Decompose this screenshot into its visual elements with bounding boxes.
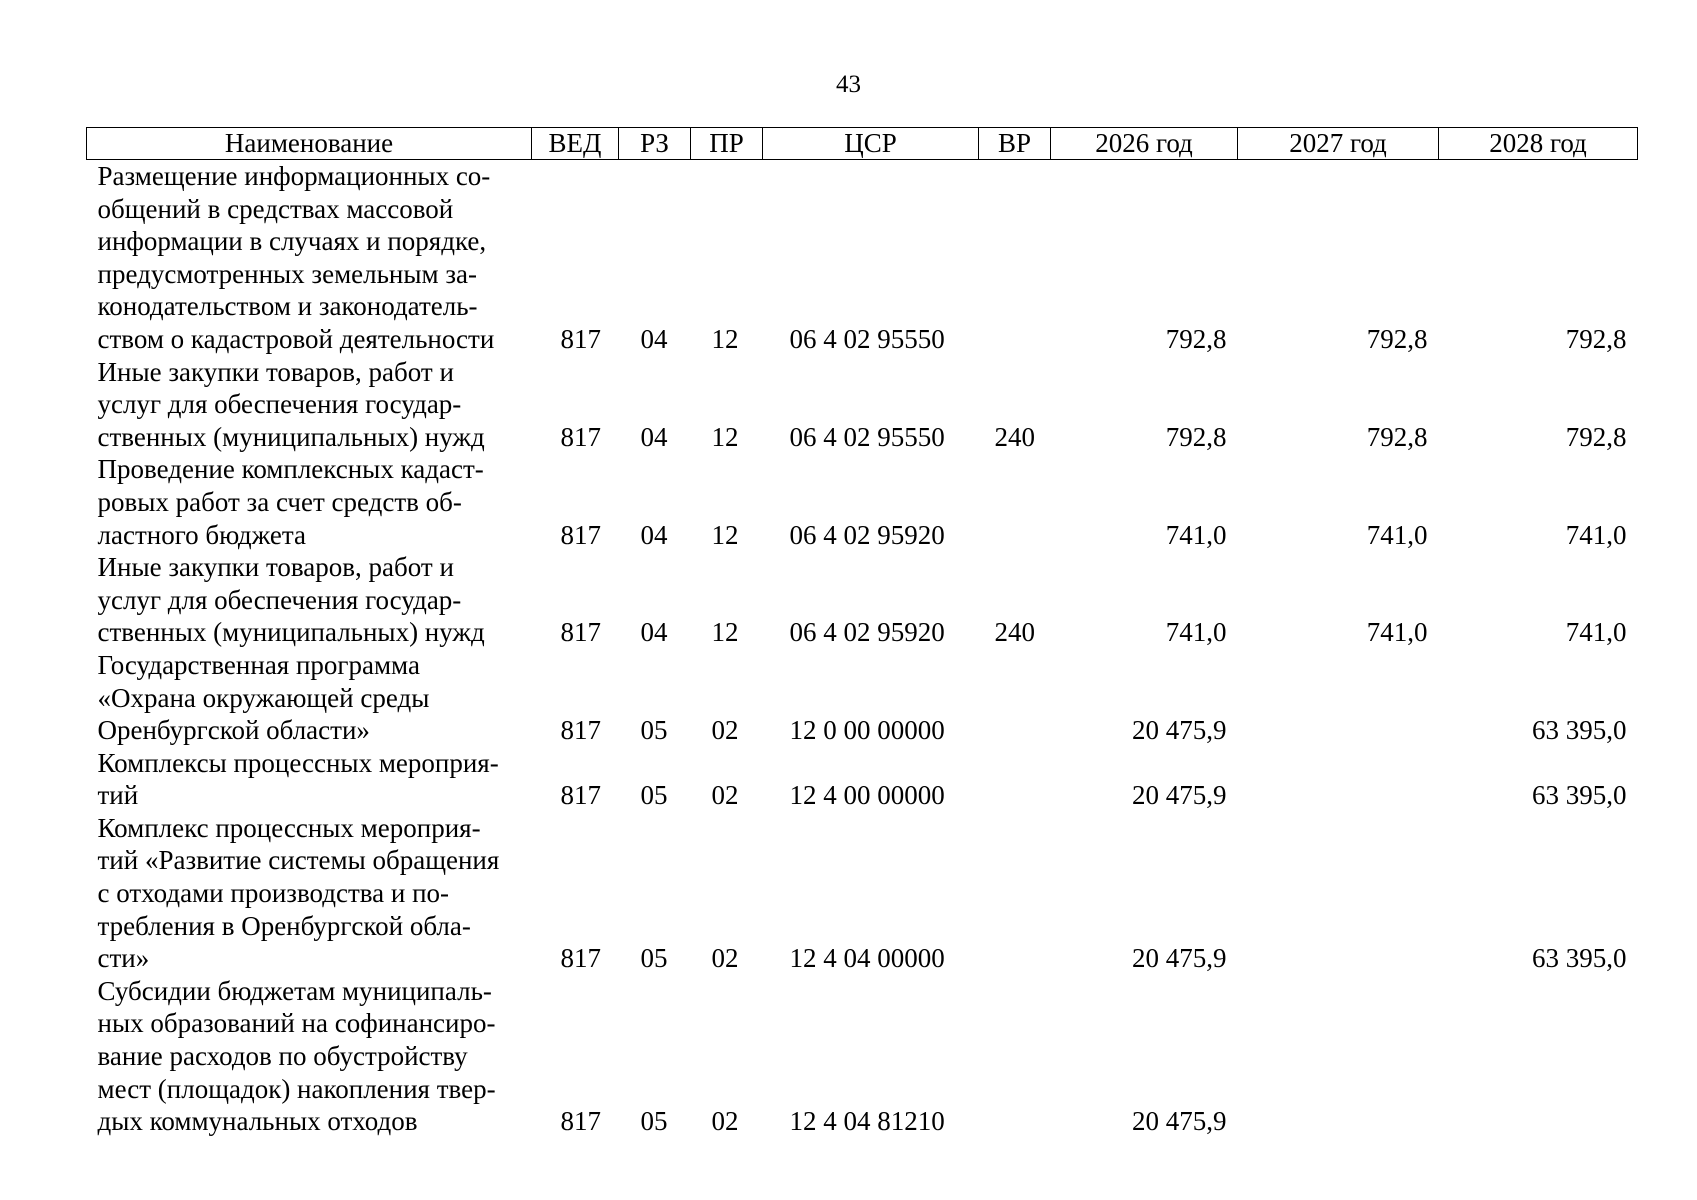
row-2026: 20 475,9 — [1132, 943, 1227, 974]
row-rz: 05 — [640, 943, 668, 974]
row-2028: 792,8 — [1565, 421, 1627, 452]
row-csr: 06 4 02 95920 — [789, 617, 945, 648]
table-row — [87, 453, 1638, 551]
row-vr — [979, 975, 1051, 1138]
row-vr — [979, 453, 1051, 551]
row-2028: 741,0 — [1565, 519, 1627, 550]
row-rz: 04 — [640, 519, 668, 550]
row-vr: 240 — [994, 421, 1035, 452]
row-csr: 06 4 02 95550 — [789, 323, 945, 354]
header-csr: ЦСР — [763, 128, 979, 160]
row-ved: 817 — [560, 943, 601, 974]
row-name: Субсидии бюджетам муниципаль- ных образований на софинансиро- вание расходов по обустройству мест (площадок) накопления твер- дых коммунальных отходов — [97, 975, 496, 1137]
row-pr: 02 — [711, 780, 739, 811]
row-ved: 817 — [560, 323, 601, 354]
row-pr: 12 — [711, 421, 739, 452]
row-2027 — [1238, 812, 1439, 975]
row-vr — [979, 747, 1051, 812]
header-2028: 2028 год — [1439, 128, 1638, 160]
header-name: Наименование — [87, 128, 532, 160]
row-pr: 02 — [711, 715, 739, 746]
row-2027: 741,0 — [1366, 519, 1428, 550]
header-vr: ВР — [979, 128, 1051, 160]
row-ved: 817 — [560, 780, 601, 811]
row-csr: 06 4 02 95550 — [789, 421, 945, 452]
row-2027: 741,0 — [1366, 617, 1428, 648]
table-row — [87, 975, 1638, 1138]
row-2027 — [1238, 975, 1439, 1138]
row-pr: 12 — [711, 519, 739, 550]
row-vr: 240 — [994, 617, 1035, 648]
row-name: Размещение информационных со- общений в средствах массовой информации в случаях и порядке, предусмотренных земельным за- конодательством и законодатель- ством о кадастровой деятельности — [97, 161, 495, 354]
table-row — [87, 649, 1638, 747]
row-name: Комплексы процессных мероприя- тий — [97, 747, 499, 811]
row-2026: 20 475,9 — [1132, 715, 1227, 746]
table-row — [87, 812, 1638, 975]
row-ved: 817 — [560, 617, 601, 648]
row-vr — [979, 812, 1051, 975]
row-2026: 20 475,9 — [1132, 780, 1227, 811]
row-2027 — [1238, 747, 1439, 812]
row-name: Иные закупки товаров, работ и услуг для обеспечения государ- ственных (муниципальных) нужд — [97, 356, 485, 452]
row-name: Проведение комплексных кадаст- ровых работ за счет средств об- ластного бюджета — [97, 454, 484, 550]
row-2027 — [1238, 649, 1439, 747]
row-rz: 05 — [640, 715, 668, 746]
table-row — [87, 551, 1638, 649]
row-2028: 792,8 — [1565, 323, 1627, 354]
row-csr: 06 4 02 95920 — [789, 519, 945, 550]
row-name: Иные закупки товаров, работ и услуг для обеспечения государ- ственных (муниципальных) нужд — [97, 552, 485, 648]
row-2028: 741,0 — [1565, 617, 1627, 648]
row-csr: 12 4 00 00000 — [789, 780, 945, 811]
row-vr — [979, 160, 1051, 356]
row-vr — [979, 649, 1051, 747]
header-rz: РЗ — [619, 128, 691, 160]
row-ved: 817 — [560, 421, 601, 452]
row-ved: 817 — [560, 519, 601, 550]
row-2027: 792,8 — [1366, 323, 1428, 354]
row-2028: 63 395,0 — [1532, 943, 1627, 974]
row-2026: 741,0 — [1165, 519, 1227, 550]
row-pr: 02 — [711, 943, 739, 974]
row-ved: 817 — [560, 715, 601, 746]
row-2026: 741,0 — [1165, 617, 1227, 648]
row-pr: 12 — [711, 617, 739, 648]
budget-table — [86, 127, 1638, 1138]
row-rz: 05 — [640, 780, 668, 811]
row-pr: 02 — [711, 1106, 739, 1137]
row-pr: 12 — [711, 323, 739, 354]
row-rz: 04 — [640, 617, 668, 648]
row-2028: 63 395,0 — [1532, 780, 1627, 811]
header-pr: ПР — [691, 128, 763, 160]
header-ved: ВЕД — [532, 128, 619, 160]
row-ved: 817 — [560, 1106, 601, 1137]
row-2026: 792,8 — [1165, 323, 1227, 354]
row-rz: 04 — [640, 323, 668, 354]
row-2027: 792,8 — [1366, 421, 1428, 452]
row-csr: 12 4 04 81210 — [789, 1106, 945, 1137]
row-2028 — [1439, 975, 1638, 1138]
row-rz: 05 — [640, 1106, 668, 1137]
table-row — [87, 747, 1638, 812]
row-2026: 20 475,9 — [1132, 1106, 1227, 1137]
row-rz: 04 — [640, 421, 668, 452]
row-name: Комплекс процессных мероприя- тий «Развитие системы обращения с отходами производства и по- требления в Оренбургской обла- сти» — [97, 812, 500, 974]
row-csr: 12 0 00 00000 — [789, 715, 945, 746]
row-2028: 63 395,0 — [1532, 715, 1627, 746]
header-2027: 2027 год — [1238, 128, 1439, 160]
header-2026: 2026 год — [1051, 128, 1238, 160]
row-csr: 12 4 04 00000 — [789, 943, 945, 974]
table-header-row — [87, 128, 1638, 160]
table-row — [87, 160, 1638, 356]
row-name: Государственная программа «Охрана окружающей среды Оренбургской области» — [97, 649, 430, 746]
page-number: 43 — [836, 71, 861, 98]
row-2026: 792,8 — [1165, 421, 1227, 452]
table-row — [87, 356, 1638, 454]
